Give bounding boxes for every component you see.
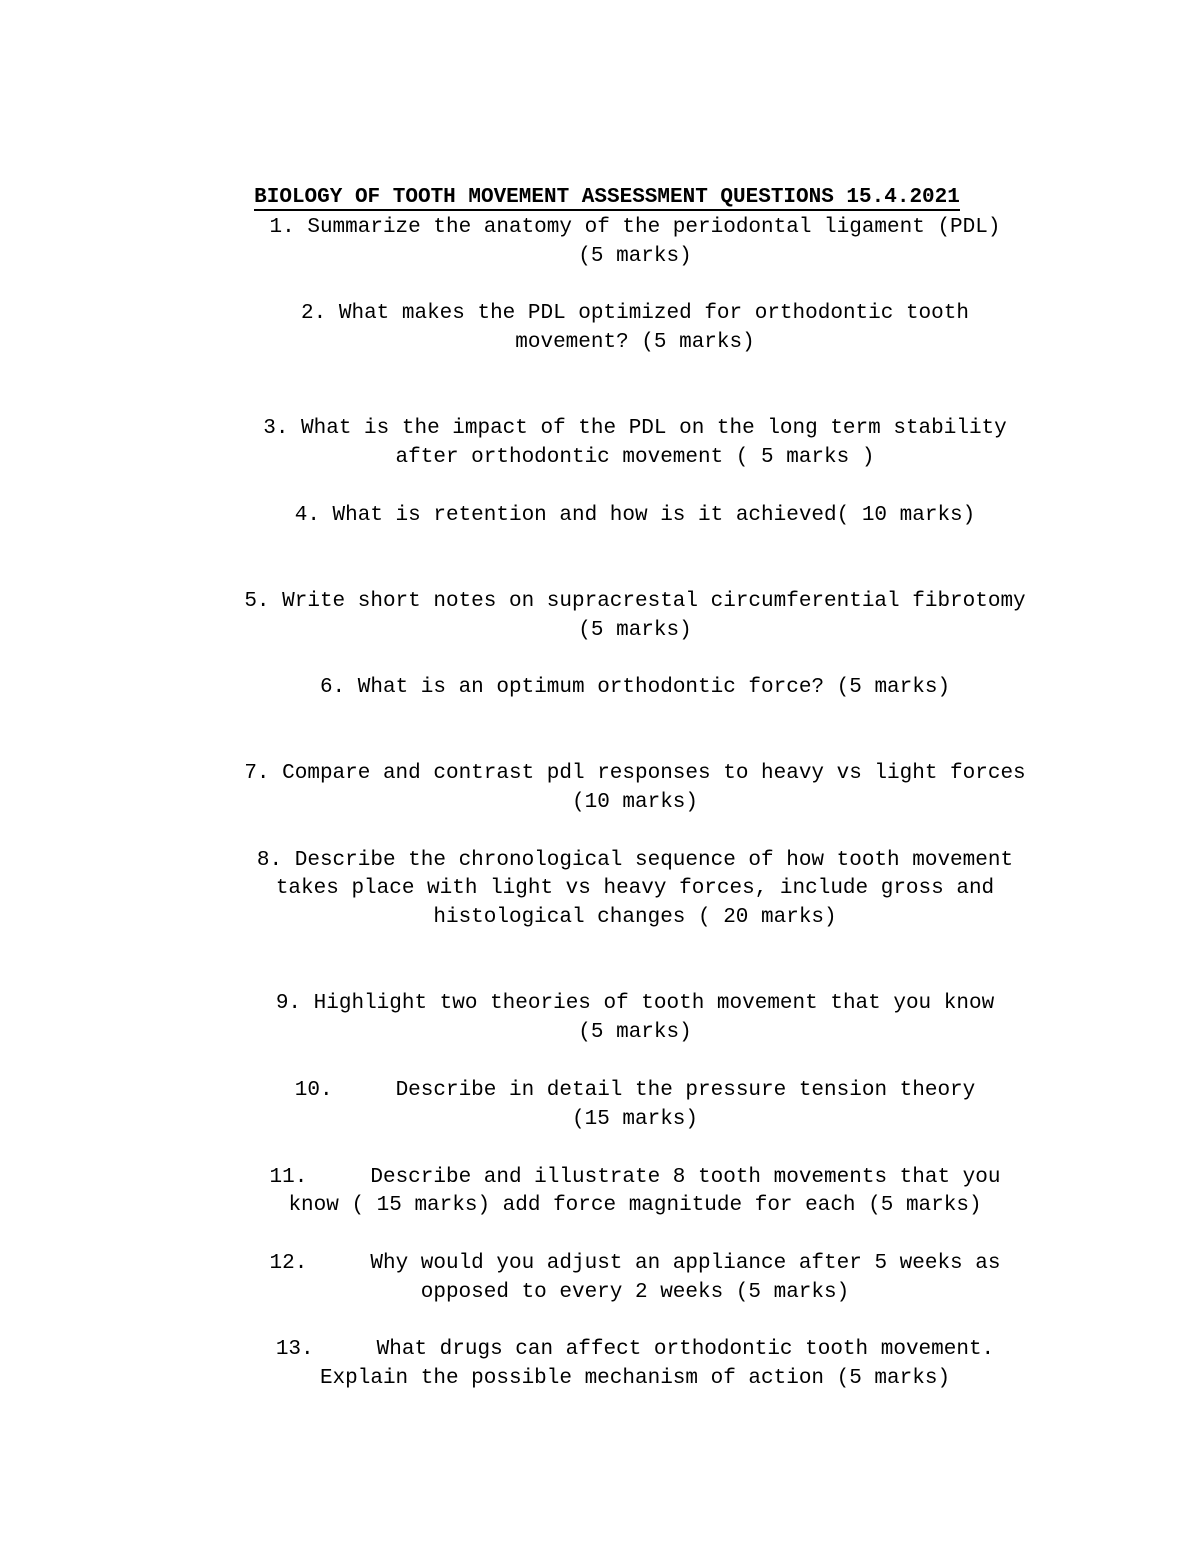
question-line: Compare and contrast pdl responses to heavy vs light forces xyxy=(282,762,1026,785)
question-number: 8. xyxy=(256,849,283,872)
question-1-line-2: (5 marks) xyxy=(578,245,692,268)
question-line: What is the impact of the PDL on the long term stability xyxy=(301,417,1007,440)
question-8 xyxy=(150,847,1120,876)
question-2 xyxy=(150,300,1120,329)
question-line: What makes the PDL optimized for orthodontic tooth xyxy=(338,302,969,325)
question-8-line-3: histological changes ( 20 marks) xyxy=(433,906,837,929)
question-9 xyxy=(150,990,1120,1019)
question-5-line-2: (5 marks) xyxy=(578,619,692,642)
question-number: 2. xyxy=(301,302,327,325)
question-number: 5. xyxy=(244,590,270,613)
question-number: 1. xyxy=(269,216,295,239)
question-number: 3. xyxy=(263,417,289,440)
question-number: 10. xyxy=(294,1079,333,1102)
question-number: 11. xyxy=(269,1166,308,1189)
question-line: What drugs can affect orthodontic tooth movement. xyxy=(376,1338,995,1361)
question-line: Describe in detail the pressure tension theory xyxy=(395,1079,976,1102)
question-8-line-2: takes place with light vs heavy forces, include gross and xyxy=(275,877,995,900)
question-line: Describe the chronological sequence of how tooth movement xyxy=(294,849,1014,872)
question-number: 7. xyxy=(244,762,270,785)
question-11-line-2: know ( 15 marks) add force magnitude for each (5 marks) xyxy=(288,1194,982,1217)
question-2-line-2: movement? (5 marks) xyxy=(515,331,755,354)
question-number: 13. xyxy=(275,1338,314,1361)
document-title: BIOLOGY OF TOOTH MOVEMENT ASSESSMENT QUESTIONS 15.4.2021 xyxy=(254,186,960,209)
question-line: Why would you adjust an appliance after 5 weeks as xyxy=(370,1252,1001,1275)
question-number: 4. xyxy=(294,504,320,527)
question-number: 12. xyxy=(269,1252,308,1275)
question-1 xyxy=(150,214,1120,243)
question-line: Describe and illustrate 8 tooth movements that you xyxy=(370,1166,1001,1189)
question-11 xyxy=(150,1164,1120,1193)
question-6 xyxy=(150,674,1120,703)
question-number: 9. xyxy=(275,992,302,1015)
question-5 xyxy=(150,588,1120,617)
question-line: Summarize the anatomy of the periodontal ligament (PDL) xyxy=(307,216,1001,239)
question-number: 6. xyxy=(319,676,346,699)
question-line: Write short notes on supracrestal circumferential fibrotomy xyxy=(282,590,1026,613)
question-3 xyxy=(150,415,1120,444)
question-line: What is an optimum orthodontic force? (5 marks) xyxy=(357,676,951,699)
question-line: What is retention and how is it achieved( 10 marks) xyxy=(332,504,976,527)
question-12 xyxy=(150,1250,1120,1279)
question-13-line-2: Explain the possible mechanism of action (5 marks) xyxy=(319,1367,951,1390)
question-4 xyxy=(150,502,1120,531)
question-3-line-2: after orthodontic movement ( 5 marks ) xyxy=(395,446,875,469)
question-7 xyxy=(150,760,1120,789)
question-line: Highlight two theories of tooth movement that you know xyxy=(313,992,995,1015)
question-10 xyxy=(150,1077,1120,1106)
question-10-line-2: (15 marks) xyxy=(571,1108,699,1131)
question-9-line-2: (5 marks) xyxy=(578,1021,692,1044)
question-7-line-2: (10 marks) xyxy=(571,791,699,814)
question-13 xyxy=(150,1336,1120,1365)
question-12-line-2: opposed to every 2 weeks (5 marks) xyxy=(420,1281,850,1304)
